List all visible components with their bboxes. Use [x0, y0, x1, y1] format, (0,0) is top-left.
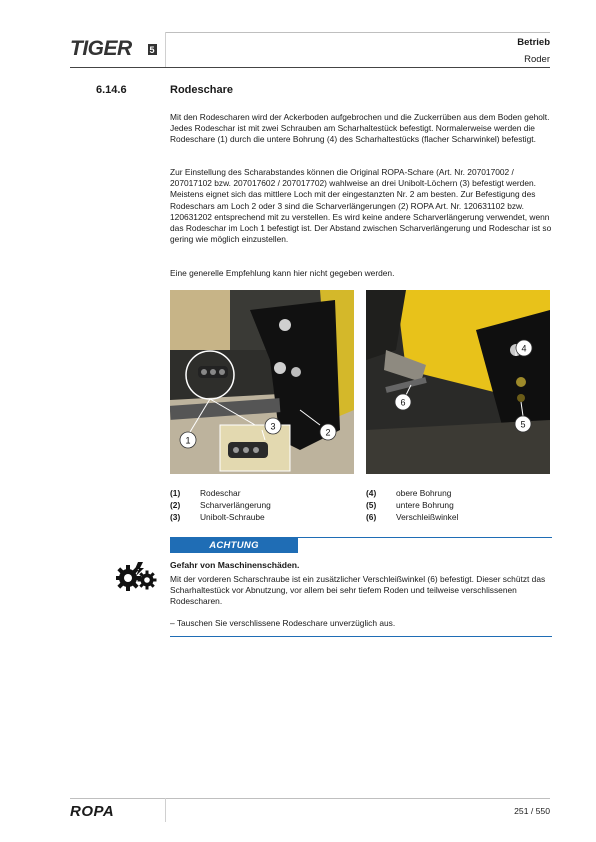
warning-bottom-rule [170, 636, 552, 637]
legend-item: (3) Unibolt-Schraube [170, 512, 265, 522]
section-number: 6.14.6 [96, 84, 127, 96]
machine-damage-icon [116, 560, 160, 592]
legend-right [366, 487, 458, 523]
warning-instruction: – Tauschen Sie verschlissene Rodeschare unverzüglich aus. [170, 618, 396, 628]
footer-divider [165, 798, 166, 822]
header-section: Betrieb [517, 37, 550, 48]
svg-text:4: 4 [521, 343, 527, 354]
header-rule-top [165, 32, 550, 33]
callout-4 [516, 340, 532, 356]
svg-text:3: 3 [270, 421, 276, 432]
header-subsection: Roder [524, 54, 550, 65]
header-rule [70, 67, 550, 68]
legend-item: (5) untere Bohrung [366, 500, 454, 510]
svg-text:5: 5 [520, 419, 526, 430]
warning-heading: Gefahr von Maschinenschäden. [170, 560, 300, 570]
section-title: Rodeschare [170, 84, 233, 96]
tiger-logo [70, 36, 160, 60]
paragraph-intro: Mit den Rodescharen wird der Ackerboden aufgebrochen und die Zuckerrüben aus dem Boden geholt. Jedes Rodeschar ist mit zwei Schrauben am Scharhaltestück befestigt. Normalerweise werden die Rodeschare (1) durch die untere Bohrung (4) des Scharhaltestücks (flacher Scharwinkel) befestigt. [170, 112, 550, 145]
svg-text:6: 6 [400, 397, 406, 408]
footer-rule [70, 798, 550, 799]
paragraph-recommendation: Eine generelle Empfehlung kann hier nicht gegeben werden. [170, 268, 395, 278]
ropa-logo: ROPA [70, 803, 115, 820]
svg-text:5: 5 [149, 45, 155, 55]
page-number: 251 / 550 [514, 806, 550, 816]
paragraph-adjustment: Zur Einstellung des Scharabstandes können die Original ROPA-Schare (Art. Nr. 207017002 / 207017102 bzw. 207017602 / 207017702) wahlweise an drei Unibolt-Löchern (3) befestigt werden. Meistens eignet sich das mittlere Loch mit der eingestanzten Nr. 2 am besten. Zur Befestigung des Rodeschars am Loch 2 oder 3 sind die Scharverlängerungen (2) ROPA Art. Nr. 120631102 bzw. 120631202 entsprechend mit zu verstellen. Es wird keine andere Scharverlängerung verwendet, wenn das Rodeschar im Loch 1 befestigt ist. Der Abstand zwischen Scharverlängerung und Rodeschar ist so gering wie möglich einzustellen. [170, 167, 552, 245]
legend-item: (2) Scharverlängerung [170, 500, 271, 510]
legend-left [170, 487, 271, 523]
legend-item: (1) Rodeschar [170, 488, 241, 498]
callout-5 [515, 416, 531, 432]
callout-3 [265, 418, 281, 434]
legend-item: (4) obere Bohrung [366, 488, 452, 498]
callout-1 [180, 432, 196, 448]
callout-2 [320, 424, 336, 440]
photo-rodeschar [170, 290, 354, 474]
svg-text:1: 1 [185, 435, 191, 446]
svg-text:TIGER: TIGER [70, 37, 132, 60]
header-divider [165, 32, 166, 67]
svg-text:2: 2 [325, 427, 331, 438]
warning-label: ACHTUNG [170, 538, 298, 553]
photo-scharhaltestueck [366, 290, 550, 474]
legend-item: (6) Verschleißwinkel [366, 512, 459, 522]
callout-6 [395, 394, 411, 410]
warning-text: Mit der vorderen Scharschraube ist ein zusätzlicher Verschleißwinkel (6) befestigt. Dieser schützt das Scharhaltestück vor Abnutzung, vor allem bei sehr tiefem Roden und teilweise verschlissenen Rodescharen. [170, 574, 546, 607]
